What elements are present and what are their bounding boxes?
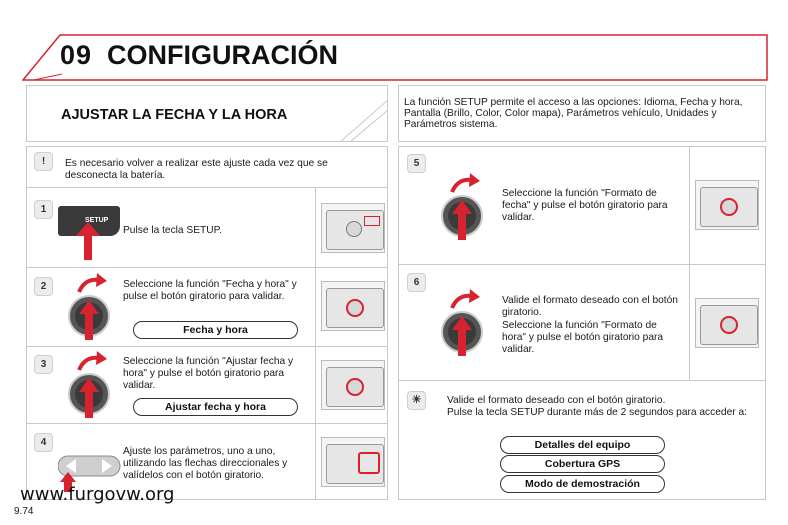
- chapter-number: 09: [60, 40, 93, 70]
- press-arrow-icon: [76, 222, 100, 260]
- watermark: www.furgovw.org: [20, 484, 175, 505]
- control-panel-image: [321, 437, 385, 487]
- fecha-hora-button[interactable]: Fecha y hora: [133, 321, 298, 339]
- step-text: Seleccione la función "Formato de fecha" y pulse el botón giratorio para validar.: [502, 188, 668, 223]
- warning-icon: !: [34, 152, 53, 171]
- rotary-knob-icon: [67, 272, 113, 342]
- rotary-knob-icon: [67, 350, 113, 420]
- step-text: Pulse la tecla SETUP.: [123, 225, 222, 236]
- control-panel-image: [695, 180, 759, 230]
- divider: [26, 346, 388, 347]
- divider: [315, 188, 316, 500]
- modo-demostracion-button[interactable]: Modo de demostración: [500, 475, 665, 493]
- control-panel-image: [321, 203, 385, 253]
- control-panel-image: [321, 360, 385, 410]
- setup-key-label: SETUP: [85, 217, 109, 224]
- step-text: Seleccione la función "Formato de hora" y pulse el botón giratorio para validar.: [502, 320, 664, 355]
- control-panel-image: [321, 281, 385, 331]
- page-number: 9.74: [14, 506, 34, 517]
- divider: [398, 264, 766, 265]
- step-text: Ajuste los parámetros, uno a uno, utilizando las flechas direccionales y valídelos con el botón giratorio.: [123, 446, 288, 481]
- step-number: 6: [407, 273, 426, 292]
- step-number: 4: [34, 433, 53, 452]
- step-number: 2: [34, 277, 53, 296]
- divider: [26, 423, 388, 424]
- divider: [26, 267, 388, 268]
- step-number: 3: [34, 355, 53, 374]
- rotary-knob-icon: [440, 172, 486, 242]
- corner-decoration: [340, 85, 388, 142]
- detalles-equipo-button[interactable]: Detalles del equipo: [500, 436, 665, 454]
- step-text: Seleccione la función "Fecha y hora" y pulse el botón giratorio para validar.: [123, 279, 297, 302]
- warning-text: Es necesario volver a realizar este ajuste cada vez que se desconecta la batería.: [65, 158, 328, 181]
- intro-text: La función SETUP permite el acceso a las opciones: Idioma, Fecha y hora, Pantalla (Brillo, Color, Color mapa), Parámetros vehículo, Unidades y Parámetros sistema.: [404, 97, 743, 130]
- step-text: Valide el formato deseado con el botón giratorio.: [502, 295, 678, 318]
- control-panel-image: [695, 298, 759, 348]
- tip-line2: Pulse la tecla SETUP durante más de 2 segundos para acceder a:: [447, 407, 747, 418]
- rotary-knob-icon: [440, 288, 486, 358]
- section-title: AJUSTAR LA FECHA Y LA HORA: [61, 107, 288, 123]
- cobertura-gps-button[interactable]: Cobertura GPS: [500, 455, 665, 473]
- step-number: 5: [407, 154, 426, 173]
- lightbulb-icon: ☀: [407, 391, 426, 410]
- step-number: 1: [34, 200, 53, 219]
- step-text: Seleccione la función "Ajustar fecha y hora" y pulse el botón giratorio para validar.: [123, 356, 294, 391]
- tip-line1: Valide el formato deseado con el botón giratorio.: [447, 395, 666, 406]
- divider: [689, 146, 690, 380]
- page-title: CONFIGURACIÓN: [107, 40, 338, 70]
- ajustar-fecha-hora-button[interactable]: Ajustar fecha y hora: [133, 398, 298, 416]
- divider: [398, 380, 766, 381]
